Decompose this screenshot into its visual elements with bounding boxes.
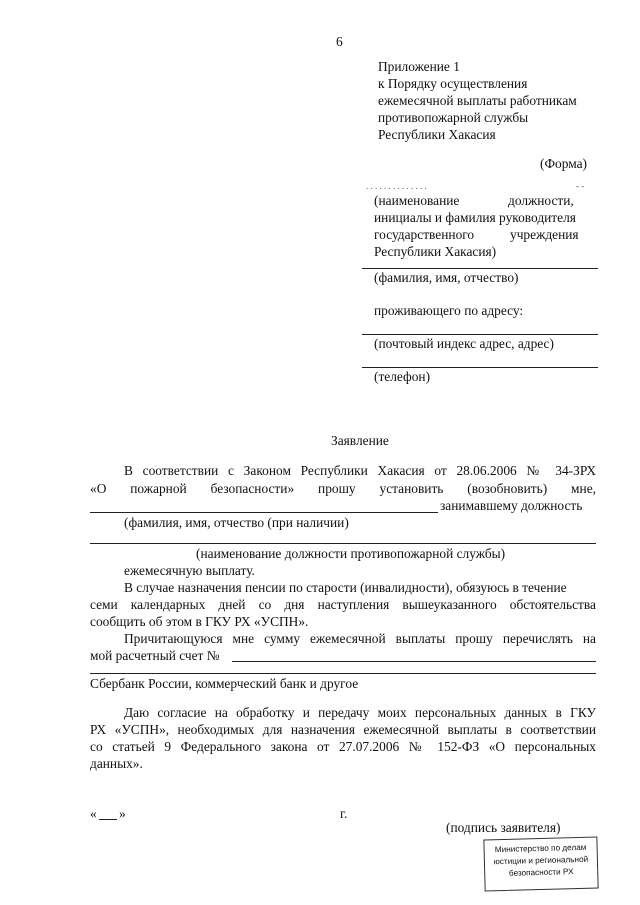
stamp-line: Министерство по делам	[494, 842, 587, 855]
residing-label: проживающего по адресу:	[374, 303, 524, 318]
body-line: РХ «УСПН», необходимых для назначения ежемесячной выплаты в соответствии	[90, 722, 596, 737]
document-title: Заявление	[331, 433, 389, 448]
name-fill-line[interactable]	[90, 512, 438, 513]
fio-caption: (фамилия, имя, отчество)	[374, 270, 519, 285]
phone-fill-line[interactable]	[362, 367, 598, 368]
body-line: В соответствии с Законом Республики Хакасия от 28.06.2006 № 34-ЗРХ	[124, 463, 596, 478]
ministry-stamp	[483, 837, 598, 892]
addressee-line: государственного	[374, 227, 475, 242]
addressee-line: (наименование	[374, 193, 460, 208]
body-line: со статьей 9 Федерального закона от 27.07.2006 № 152-ФЗ «О персональных	[90, 739, 596, 754]
year-suffix: г.	[340, 806, 348, 821]
page-number: 6	[336, 34, 343, 49]
body-line: занимавшему должность	[440, 498, 583, 513]
bank-caption: Сбербанк России, коммерческий банк и другое	[90, 676, 359, 691]
form-label: (Форма)	[540, 156, 588, 171]
body-line: В случае назначения пенсии по старости (инвалидности), обязуюсь в течение	[124, 580, 567, 595]
body-line: сообщить об этом в ГКУ РХ «УСПН».	[90, 614, 309, 629]
addressee-line: учреждения	[510, 227, 579, 242]
body-line: данных».	[90, 756, 143, 771]
date-quote-close: »	[119, 806, 126, 821]
appendix-line: к Порядку осуществления	[378, 76, 528, 91]
account-fill-line[interactable]	[232, 661, 596, 662]
bank-fill-line[interactable]	[90, 673, 596, 674]
body-line: ежемесячную выплату.	[124, 563, 255, 578]
dash-mark: - -	[576, 181, 585, 191]
fio-fill-line[interactable]	[362, 268, 598, 269]
day-fill-line[interactable]	[99, 819, 117, 820]
body-line: мой расчетный счет №	[90, 648, 220, 663]
addressee-line: инициалы и фамилия руководителя	[374, 210, 576, 225]
body-line: «О пожарной безопасности» прошу установить (возобновить) мне,	[90, 481, 596, 496]
address-fill-line[interactable]	[362, 334, 598, 335]
phone-caption: (телефон)	[374, 369, 431, 384]
stamp-line: безопасности РХ	[508, 867, 574, 878]
body-line: семи календарных дней со дня наступления вышеуказанного обстоятельства	[90, 597, 596, 612]
addressee-line: Республики Хакасия)	[374, 244, 497, 259]
signature-caption: (подпись заявителя)	[446, 820, 561, 835]
appendix-line: Республики Хакасия	[378, 127, 496, 142]
appendix-line: противопожарной службы	[378, 110, 529, 125]
body-line: Даю согласие на обработку и передачу моих персональных данных в ГКУ	[124, 705, 596, 720]
addressee-line: должности,	[508, 193, 574, 208]
date-quote-open: «	[90, 806, 97, 821]
stamp-line: юстиции и региональной	[493, 854, 589, 867]
appendix-line: ежемесячной выплаты работникам	[378, 93, 577, 108]
position-caption: (наименование должности противопожарной службы)	[196, 546, 506, 561]
appendix-line: Приложение 1	[378, 59, 460, 74]
position-fill-line[interactable]	[90, 543, 596, 544]
address-caption: (почтовый индекс адрес, адрес)	[374, 336, 554, 351]
dotted-mark: . . . . . . . . . . . . . .	[366, 181, 427, 191]
fio-caption-2: (фамилия, имя, отчество (при наличии)	[124, 515, 349, 530]
body-line: Причитающуюся мне сумму ежемесячной выплаты прошу перечислять на	[124, 631, 596, 646]
